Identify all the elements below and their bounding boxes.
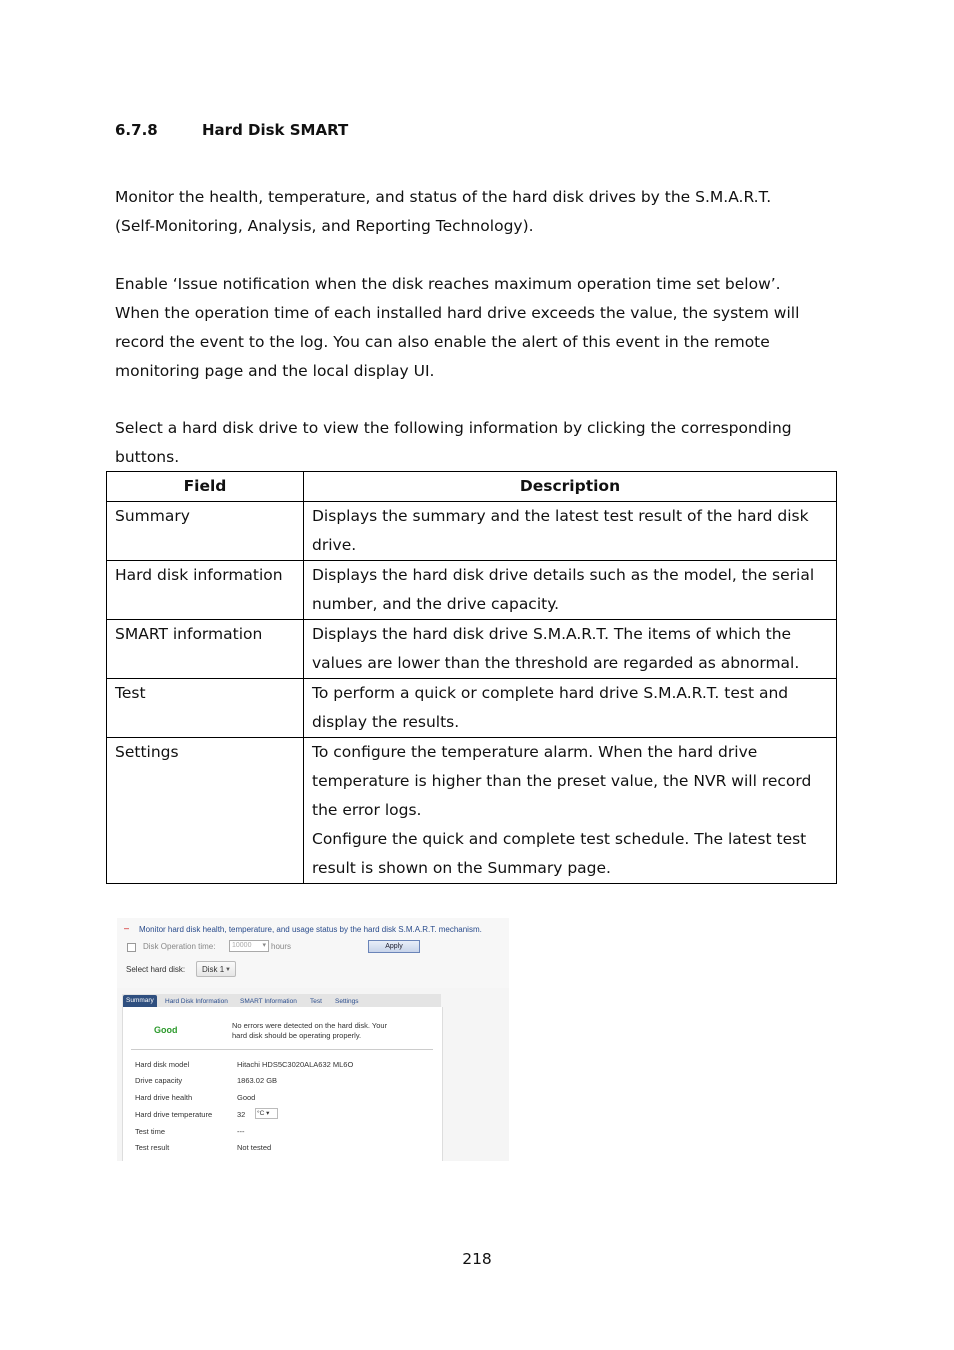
detail-label: Test time xyxy=(135,1127,166,1136)
section-number: 6.7.8 xyxy=(115,121,158,139)
chevron-down-icon: ▾ xyxy=(262,942,266,949)
description-cell xyxy=(304,561,837,620)
status-message xyxy=(232,1021,432,1041)
divider xyxy=(131,1049,433,1050)
table-row xyxy=(107,561,837,620)
tab-summary[interactable]: Summary xyxy=(123,995,157,1007)
description-cell xyxy=(304,502,837,561)
desc-line: number, and the drive capacity. xyxy=(312,595,560,613)
health-status: Good xyxy=(154,1025,178,1035)
detail-value: Hitachi HDS5C3020ALA632 ML6O xyxy=(237,1060,354,1069)
detail-value: --- xyxy=(237,1127,245,1136)
operation-time-value: 10000 xyxy=(232,942,252,949)
text-line: record the event to the log. You can also enable the alert of this event in the remote xyxy=(115,333,770,351)
desc-line: drive. xyxy=(312,536,357,554)
detail-label: Drive capacity xyxy=(135,1076,183,1085)
monitor-description: Monitor hard disk health, temperature, and usage status by the hard disk S.M.A.R.T. mechanism. xyxy=(139,925,482,934)
intro-paragraph xyxy=(115,183,845,241)
description-cell xyxy=(304,738,837,884)
detail-label: Hard disk model xyxy=(135,1060,190,1069)
operation-time-label: Disk Operation time: xyxy=(143,942,216,951)
desc-line: To perform a quick or complete hard drive S.M.A.R.T. test and xyxy=(312,684,789,702)
page-number: 218 xyxy=(462,1250,492,1268)
table-row xyxy=(107,620,837,679)
tab-hard-disk-information[interactable]: Hard Disk Information xyxy=(165,998,228,1005)
text-line: When the operation time of each installed hard drive exceeds the value, the system will xyxy=(115,304,800,322)
temperature-unit-value: °C xyxy=(257,1110,265,1117)
temperature-unit-select[interactable] xyxy=(255,1108,278,1119)
field-header: Field xyxy=(107,472,304,502)
table-row xyxy=(107,679,837,738)
smart-ui-screenshot xyxy=(117,918,509,1161)
hours-label: hours xyxy=(271,942,292,951)
description-header: Description xyxy=(304,472,837,502)
status-line: No errors were detected on the hard disk. Your xyxy=(232,1021,388,1030)
desc-line: values are lower than the threshold are regarded as abnormal. xyxy=(312,654,800,672)
apply-button[interactable]: Apply xyxy=(368,940,420,953)
desc-line: Configure the quick and complete test schedule. The latest test xyxy=(312,830,807,848)
status-line: hard disk should be operating properly. xyxy=(232,1031,362,1040)
desc-line: Displays the hard disk drive S.M.A.R.T. The items of which the xyxy=(312,625,792,643)
text-line: Enable ‘Issue notification when the disk reaches maximum operation time set below’. xyxy=(115,275,781,293)
table-header-row xyxy=(107,472,837,502)
detail-label: Hard drive health xyxy=(135,1093,193,1102)
detail-value: 32 xyxy=(237,1110,246,1119)
table-row xyxy=(107,738,837,884)
section-title: Hard Disk SMART xyxy=(202,121,349,139)
detail-value: Good xyxy=(237,1093,256,1102)
operation-time-checkbox[interactable] xyxy=(127,943,136,952)
field-cell: Test xyxy=(107,679,304,738)
field-description-table xyxy=(106,471,837,884)
field-cell: Hard disk information xyxy=(107,561,304,620)
field-cell: SMART information xyxy=(107,620,304,679)
notification-paragraph xyxy=(115,270,845,386)
chevron-down-icon: ▼ xyxy=(225,967,231,973)
disk-select-value: Disk 1 xyxy=(202,965,225,974)
section-heading xyxy=(115,121,348,139)
text-line: monitoring page and the local display UI. xyxy=(115,362,435,380)
desc-line: Displays the hard disk drive details such as the model, the serial xyxy=(312,566,815,584)
tab-settings[interactable]: Settings xyxy=(335,998,359,1005)
detail-label: Hard drive temperature xyxy=(135,1110,213,1119)
text-line: Select a hard disk drive to view the following information by clicking the corresponding xyxy=(115,419,792,437)
disk-select[interactable] xyxy=(196,961,236,977)
description-cell xyxy=(304,679,837,738)
desc-line: To configure the temperature alarm. When the hard drive xyxy=(312,743,758,761)
text-line: buttons. xyxy=(115,448,180,466)
table-row xyxy=(107,502,837,561)
field-cell: Summary xyxy=(107,502,304,561)
text-line: Monitor the health, temperature, and status of the hard disk drives by the S.M.A.R.T. xyxy=(115,188,772,206)
operation-time-input[interactable] xyxy=(229,940,269,952)
field-cell: Settings xyxy=(107,738,304,884)
desc-line: result is shown on the Summary page. xyxy=(312,859,611,877)
collapse-icon[interactable]: – xyxy=(124,923,130,933)
desc-line: the error logs. xyxy=(312,801,422,819)
text-line: (Self-Monitoring, Analysis, and Reporting Technology). xyxy=(115,217,534,235)
desc-line: temperature is higher than the preset value, the NVR will record xyxy=(312,772,812,790)
tab-smart-information[interactable]: SMART Information xyxy=(240,998,297,1005)
detail-label: Test result xyxy=(135,1143,170,1152)
detail-value: 1863.02 GB xyxy=(237,1076,278,1085)
tab-test[interactable]: Test xyxy=(310,998,322,1005)
detail-value: Not tested xyxy=(237,1143,272,1152)
desc-line: Displays the summary and the latest test result of the hard disk xyxy=(312,507,809,525)
desc-line: display the results. xyxy=(312,713,460,731)
select-paragraph xyxy=(115,414,845,472)
chevron-down-icon: ▾ xyxy=(266,1110,270,1117)
select-disk-label: Select hard disk: xyxy=(126,965,186,974)
description-cell xyxy=(304,620,837,679)
